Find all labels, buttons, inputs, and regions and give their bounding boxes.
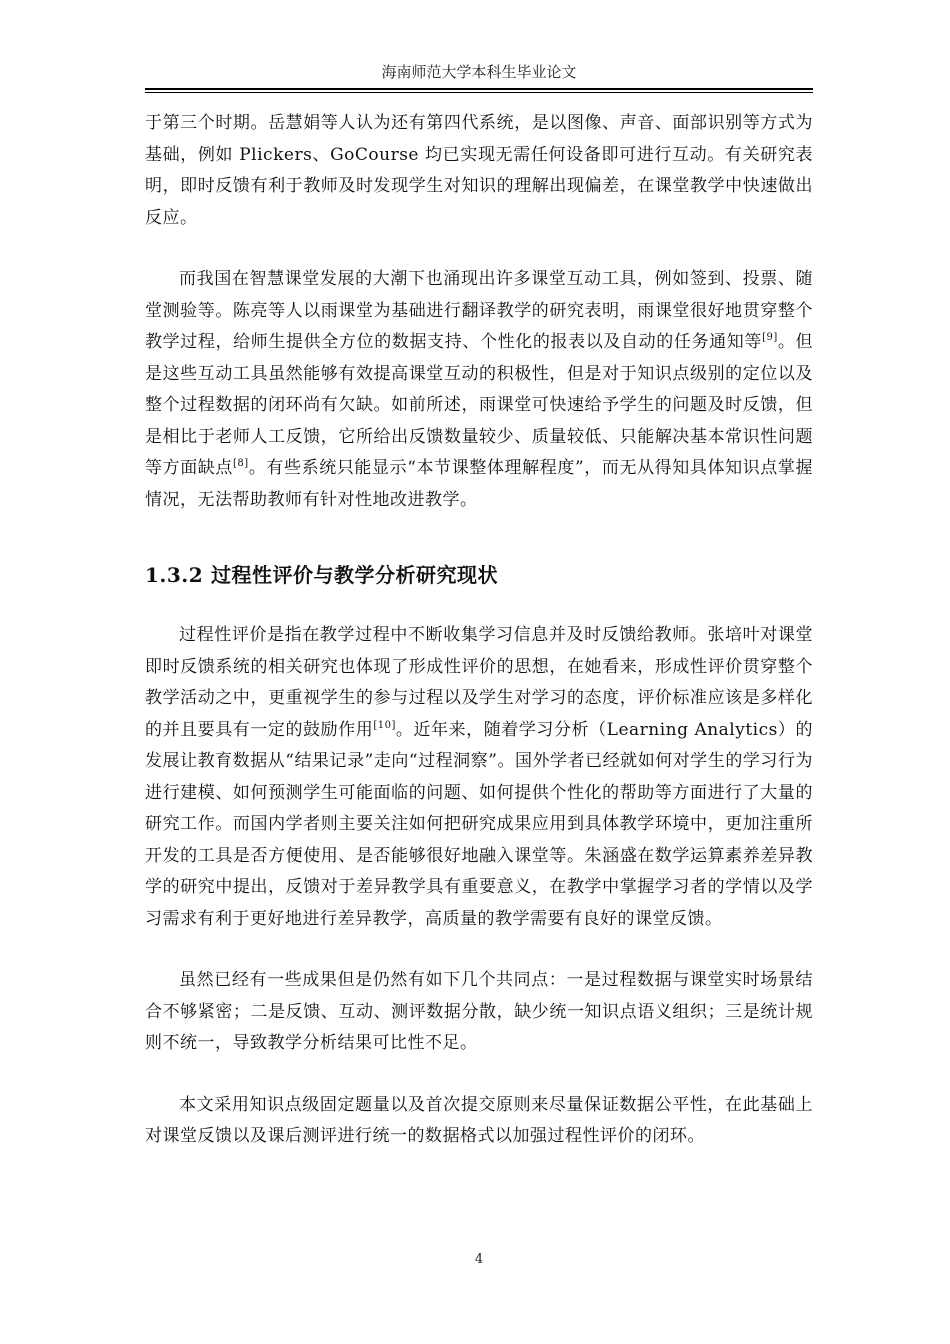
citation-ref: [9] xyxy=(762,332,778,343)
paragraph-interactive-tools xyxy=(145,264,813,516)
header-rule xyxy=(145,88,813,90)
paragraph-common-issues: 虽然已经有一些成果但是仍然有如下几个共同点：一是过程数据与课堂实时场景结合不够紧密；二是反馈、互动、测评数据分散，缺少统一知识点语义组织；三是统计规则不统一，导致教学分析结果可比性不足。 xyxy=(145,970,813,1053)
running-header: 海南师范大学本科生毕业论文 xyxy=(381,63,577,81)
paragraph-gap xyxy=(145,1060,813,1090)
section-number: 1.3.2 xyxy=(145,563,204,587)
section-heading xyxy=(145,560,813,590)
paragraph-text: 过程性评价是指在教学过程中不断收集学习信息并及时反馈给教师。张培叶对课堂即时反馈系统的相关研究也体现了形成性评价的思想，在她看来，形成性评价贯穿整个教学活动之中，更重视学生的参与过程以及学生对学习的态度，评价标准应该是多样化的并且要具有一定的鼓励作用 xyxy=(145,625,813,740)
paragraph-text: 。但是这些互动工具虽然能够有效提高课堂互动的积极性，但是对于知识点级别的定位以及整个过程数据的闭环尚有欠缺。如前所述，雨课堂可快速给予学生的问题及时反馈，但是相比于老师人工反馈，它所给出反馈数量较少、质量较低、只能解决基本常识性问题等方面缺点 xyxy=(145,332,814,478)
paragraph-method: 本文采用知识点级固定题量以及首次提交原则来尽量保证数据公平性，在此基础上对课堂反馈以及课后测评进行统一的数据格式以加强过程性评价的闭环。 xyxy=(145,1094,813,1146)
paragraph-process-evaluation xyxy=(145,620,813,935)
paragraph-text: 。有些系统只能显示“本节课整体理解程度”，而无从得知具体知识点掌握情况，无法帮助教师有针对性地改进教学。 xyxy=(145,458,814,510)
paragraph-gap xyxy=(145,935,813,965)
header-rule-thin xyxy=(145,92,813,93)
paragraph-continuation: 于第三个时期。岳慧娟等人认为还有第四代系统，是以图像、声音、面部识别等方式为基础，例如 Plickers、GoCourse 均已实现无需任何设备即可进行互动。有关研究表明，即时反馈有利于教师及时发现学生对知识的理解出现偏差，在课堂教学中快速做出反应。 xyxy=(145,113,813,228)
paragraph-text: 。近年来，随着学习分析（Learning Analytics）的发展让教育数据从“结果记录”走向“过程洞察”。国外学者已经就如何对学生的学习行为进行建模、如何预测学生可能面临的问题、如何提供个性化的帮助等方面进行了大量的研究工作。而国内学者则主要关注如何把研究成果应用到具体教学环境中，更加注重所开发的工具是否方便使用、是否能够很好地融入课堂等。朱涵盛在数学运算素养差异教学的研究中提出，反馈对于差异教学具有重要意义，在教学中掌握学习者的学情以及学习需求有利于更好地进行差异教学，高质量的教学需要有良好的课堂反馈。 xyxy=(145,719,813,929)
page-body xyxy=(145,108,813,1153)
paragraph-text: 而我国在智慧课堂发展的大潮下也涌现出许多课堂互动工具，例如签到、投票、随堂测验等。陈亮等人以雨课堂为基础进行翻译教学的研究表明，雨课堂很好地贯穿整个教学过程，给师生提供全方位的数据支持、个性化的报表以及自动的任务通知等 xyxy=(145,269,813,352)
citation-ref: [10] xyxy=(373,719,396,731)
section-title: 过程性评价与教学分析研究现状 xyxy=(211,563,498,587)
page-number: 4 xyxy=(474,1252,484,1267)
citation-ref: [8] xyxy=(233,458,249,469)
paragraph-gap xyxy=(145,234,813,264)
